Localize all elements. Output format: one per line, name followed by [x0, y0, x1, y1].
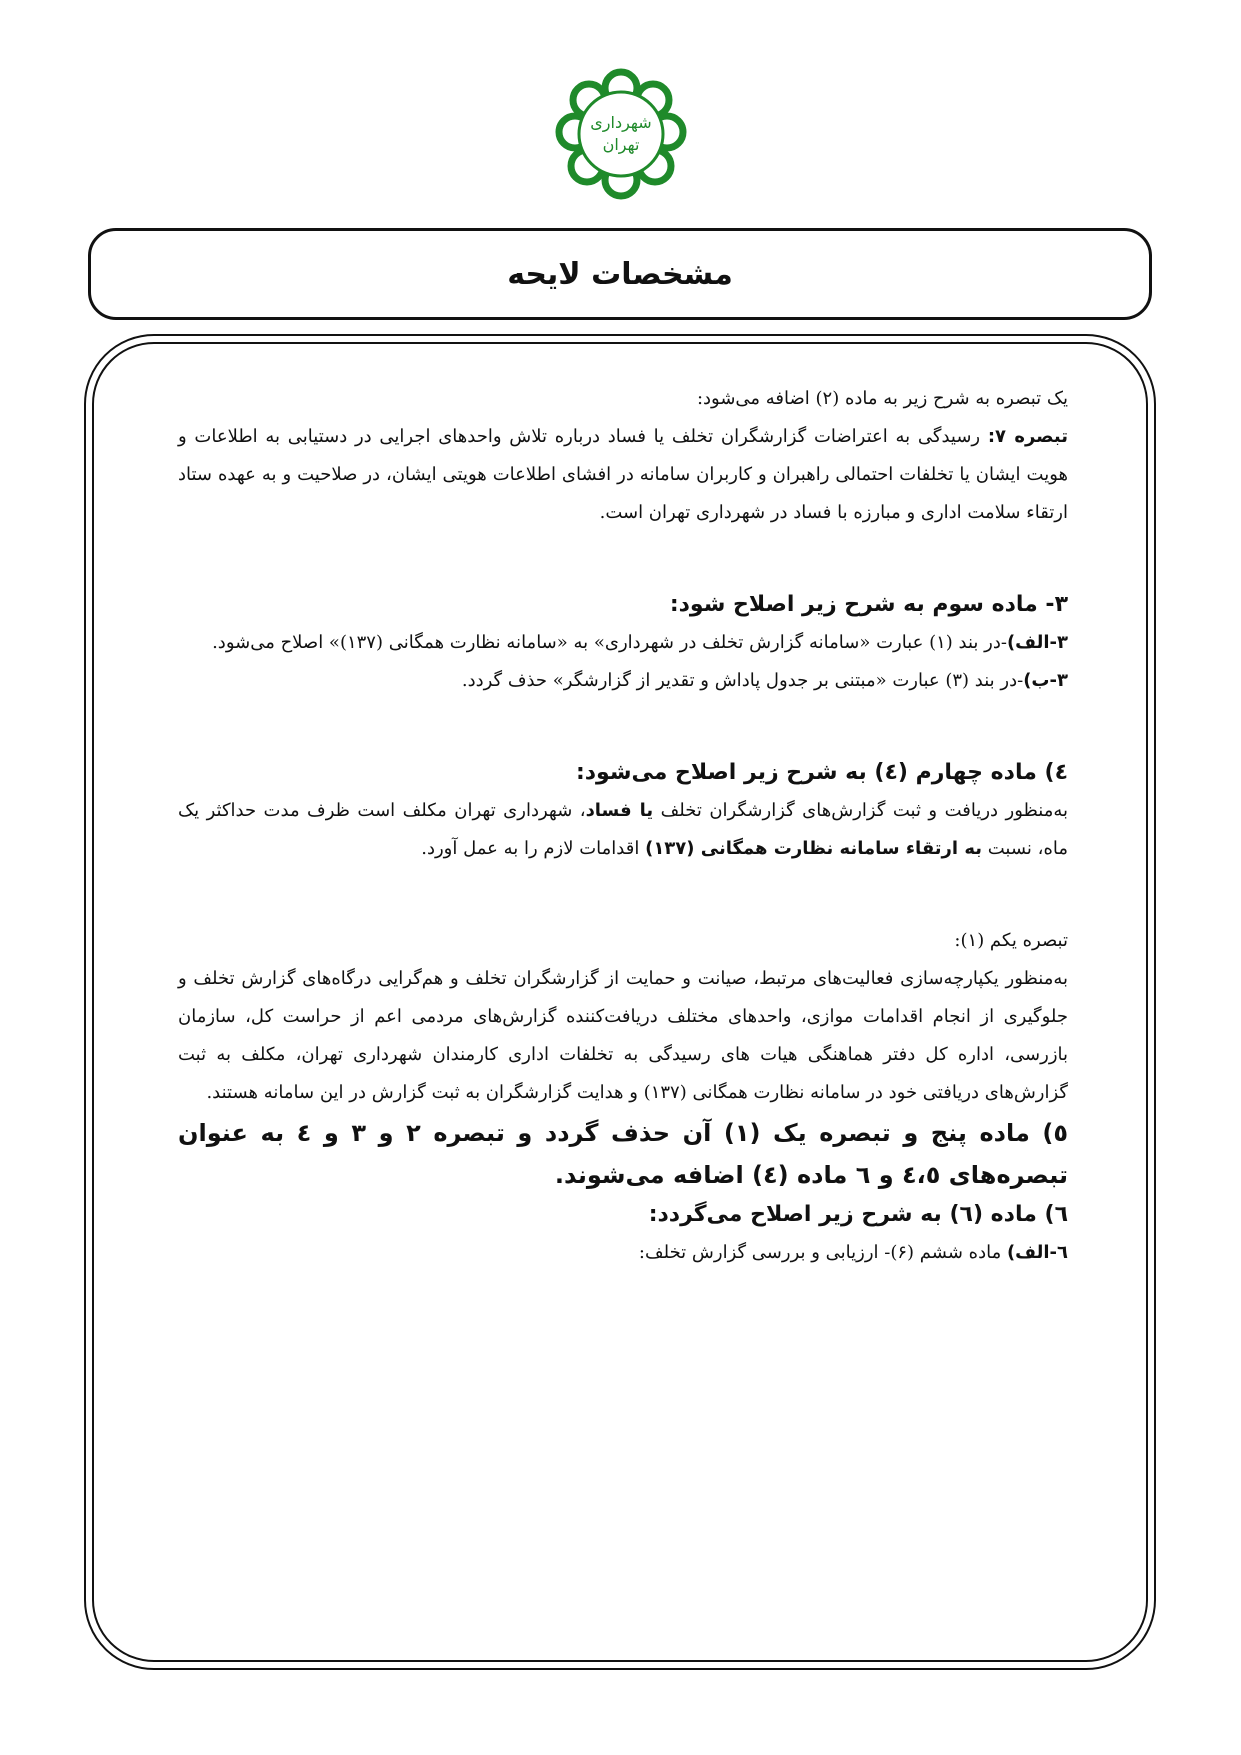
article-3b-paragraph: [178, 662, 1068, 700]
article-4-bold-d: به ارتقاء سامانه نظارت همگانی (۱۳۷): [645, 838, 983, 859]
note-7-paragraph: [178, 418, 1068, 532]
intro-line: یک تبصره به شرح زیر به ماده (۲) اضافه می‌شود:: [696, 388, 1068, 409]
article-3b-label: ۳-ب): [1023, 670, 1068, 691]
note-1-title: تبصره یکم (۱):: [954, 930, 1068, 951]
article-6-heading: ٦) ماده (٦) به شرح زیر اصلاح می‌گردد:: [648, 1202, 1068, 1227]
article-6a-text: ماده ششم (۶)- ارزیابی و بررسی گزارش تخلف:: [638, 1242, 1007, 1263]
article-6a-paragraph: [178, 1234, 1068, 1272]
article-4-heading: ٤) ماده چهارم (٤) به شرح زیر اصلاح می‌شود:: [575, 760, 1068, 785]
article-4-text-a: به‌منظور دریافت و ثبت گزارش‌های گزارشگران تخلف: [653, 800, 1068, 821]
article-5-heading: ٥) ماده پنج و تبصره یک (۱) آن حذف گردد و تبصره ۲ و ۳ و ٤ به عنوان تبصره‌های ٤،٥ و ٦ ماده (٤) اضافه می‌شوند.: [178, 1119, 1069, 1189]
note-1-text: به‌منظور یکپارچه‌سازی فعالیت‌های مرتبط، صیانت و حمایت از گزارشگران تخلف و هم‌گرایی درگاه‌های گزارش تخلف و جلوگیری از انجام اقدامات موازی، واحدهای مختلف دریافت‌کننده گزارش‌های مردمی اعم از حراست کل، سازمان بازرسی، اداره کل دفتر هماهنگی هیات های رسیدگی به تخلفات اداری کارمندان شهرداری تهران، مکلف به ثبت گزارش‌های دریافتی خود در سامانه نظارت همگانی (۱۳۷) و هدایت گزارشگران به ثبت گزارش در این سامانه هستند.: [178, 968, 1068, 1103]
note-7-label: تبصره ۷:: [987, 426, 1068, 447]
article-3a-label: ۳-الف): [1006, 632, 1068, 653]
article-4-bold-b: یا فساد: [585, 800, 654, 821]
article-3a-text: -در بند (۱) عبارت «سامانه گزارش تخلف در شهرداری» به «سامانه نظارت همگانی (۱۳۷)» اصلاح می‌شود.: [212, 632, 1007, 653]
note-7-text: رسیدگی به اعتراضات گزارشگران تخلف یا فساد درباره تلاش واحدهای اجرایی در دستیابی به اطلاعات و هویت ایشان یا تخلفات احتمالی راهبران و کاربران سامانه در افشای اطلاعات هویتی ایشان، در صلاحیت و به عهده ستاد ارتقاء سلامت اداری و مبارزه با فساد در شهرداری تهران است.: [178, 426, 1068, 523]
article-4-text-c: ، شهرداری تهران مکلف است ظرف مدت حداکثر یک ماه، نسبت: [178, 800, 1068, 859]
article-6a-label: ٦-الف): [1006, 1242, 1068, 1263]
header-box: [88, 228, 1152, 320]
article-3a-paragraph: [178, 624, 1068, 662]
logo-text-line1: شهرداری: [590, 113, 652, 132]
article-4-text-e: اقدامات لازم را به عمل آورد.: [421, 838, 646, 859]
tehran-municipality-logo: [555, 68, 687, 200]
article-4-paragraph: [178, 792, 1068, 868]
article-3b-text: -در بند (۳) عبارت «مبتنی بر جدول پاداش و تقدیر از گزارشگر» حذف گردد.: [461, 670, 1024, 691]
document-body: [178, 380, 1068, 1272]
page-title: مشخصات لایحه: [507, 256, 733, 292]
logo-text-line2: تهران: [602, 135, 640, 154]
article-3-heading: ۳- ماده سوم به شرح زیر اصلاح شود:: [669, 592, 1068, 617]
